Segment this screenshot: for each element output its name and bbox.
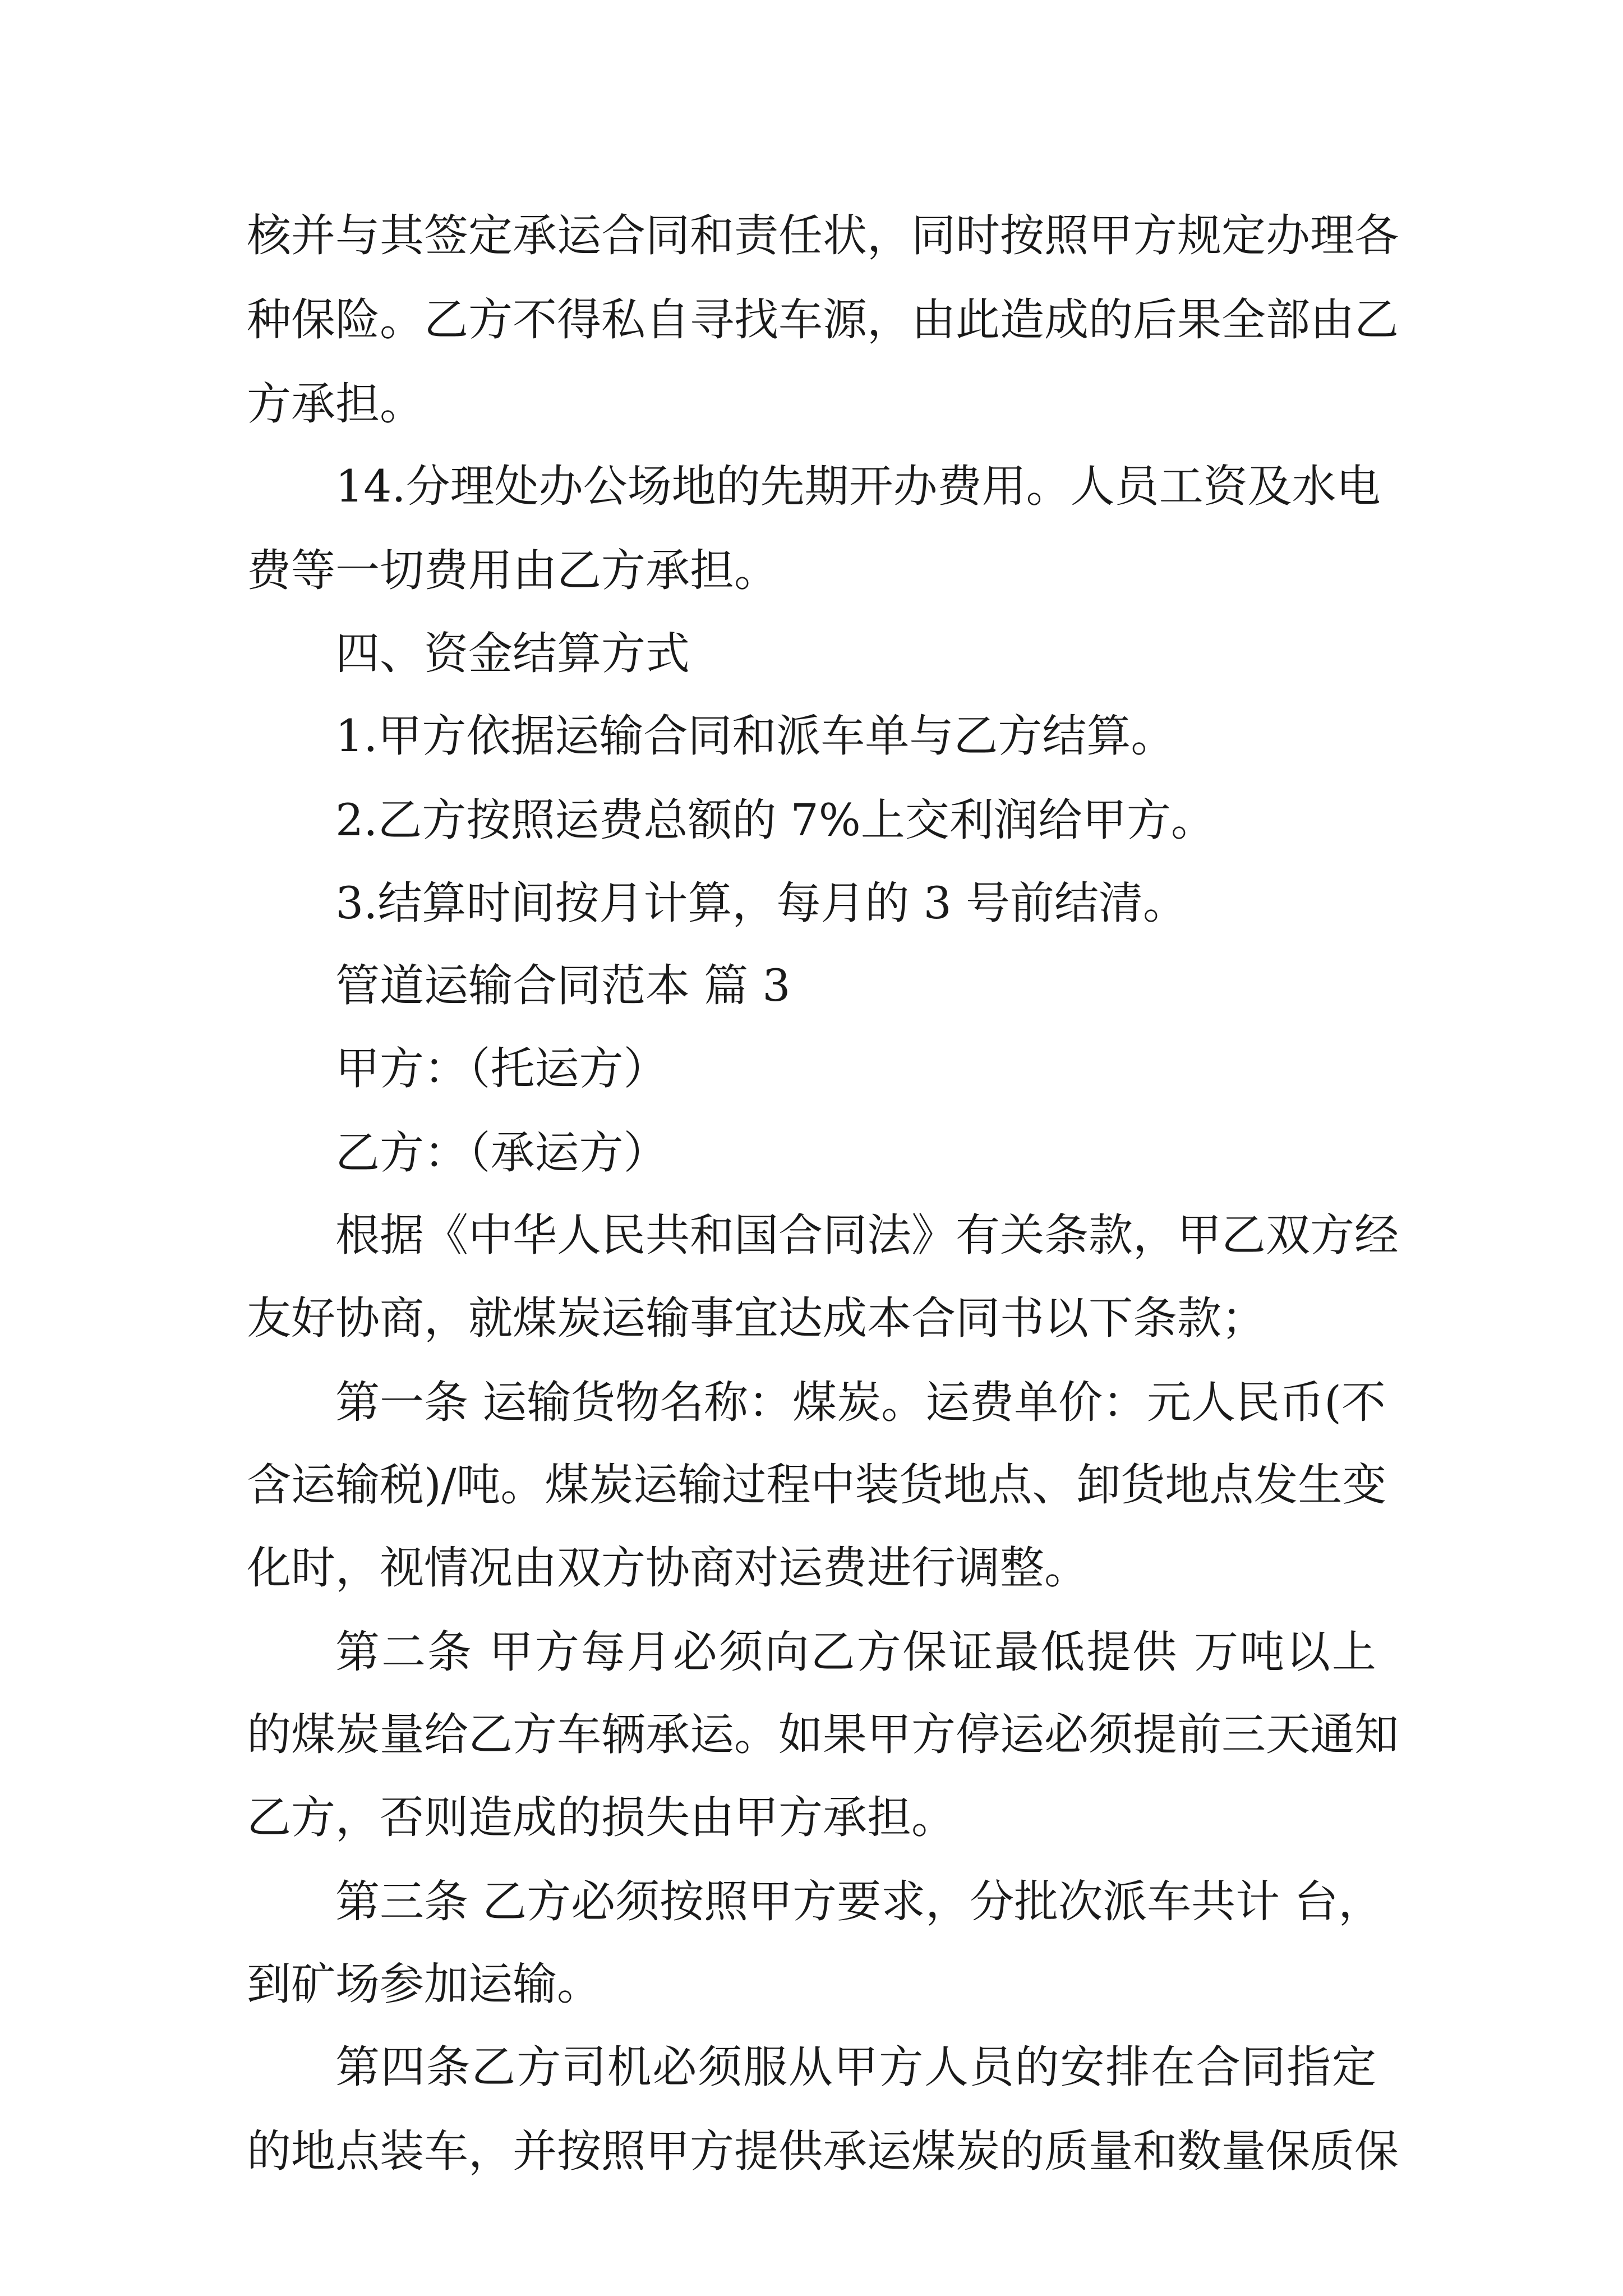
text-line: 第二条 甲方每月必须向乙方保证最低提供 万吨以上 [335, 1626, 1376, 1678]
text-line: 费等一切费用由乙方承担。 [247, 545, 778, 596]
text-line: 核并与其签定承运合同和责任状，同时按照甲方规定办理各 [247, 210, 1399, 261]
text-line: 2.乙方按照运费总额的 7%上交利润给甲方。 [335, 794, 1215, 846]
text-line: 种保险。乙方不得私自寻找车源，由此造成的后果全部由乙 [247, 294, 1399, 346]
text-line: 第四条乙方司机必须服从甲方人员的安排在合同指定 [335, 2041, 1376, 2093]
document-title: 管道运输合同范本 篇 3 [335, 960, 791, 1011]
text-line: 友好协商，就煤炭运输事宜达成本合同书以下条款； [247, 1292, 1266, 1344]
text-line: 根据《中华人民共和国合同法》有关条款，甲乙双方经 [335, 1209, 1399, 1261]
text-line: 第一条 运输货物名称：煤炭。运费单价：元人民币(不 [335, 1377, 1386, 1428]
party-b-line: 乙方：（承运方） [335, 1127, 668, 1179]
text-line: 3.结算时间按月计算，每月的 3 号前结清。 [335, 877, 1187, 929]
text-line: 含运输税)/吨。煤炭运输过程中装货地点、卸货地点发生变 [247, 1459, 1387, 1511]
text-line: 化时，视情况由双方协商对运费进行调整。 [247, 1542, 1089, 1594]
text-line: 方承担。 [247, 378, 424, 430]
text-line: 乙方，否则造成的损失由甲方承担。 [247, 1792, 956, 1843]
text-line: 到矿场参加运输。 [247, 1958, 601, 2010]
text-line: 的地点装车，并按照甲方提供承运煤炭的质量和数量保质保 [247, 2125, 1399, 2177]
text-line: 14.分理处办公场地的先期开办费用。人员工资及水电 [335, 461, 1381, 512]
text-line: 的煤炭量给乙方车辆承运。如果甲方停运必须提前三天通知 [247, 1709, 1399, 1760]
section-heading: 四、资金结算方式 [335, 628, 690, 679]
party-a-line: 甲方：（托运方） [335, 1043, 668, 1094]
text-line: 1.甲方依据运输合同和派车单与乙方结算。 [335, 710, 1175, 762]
text-line: 第三条 乙方必须按照甲方要求，分批次派车共计 台， [335, 1876, 1383, 1927]
